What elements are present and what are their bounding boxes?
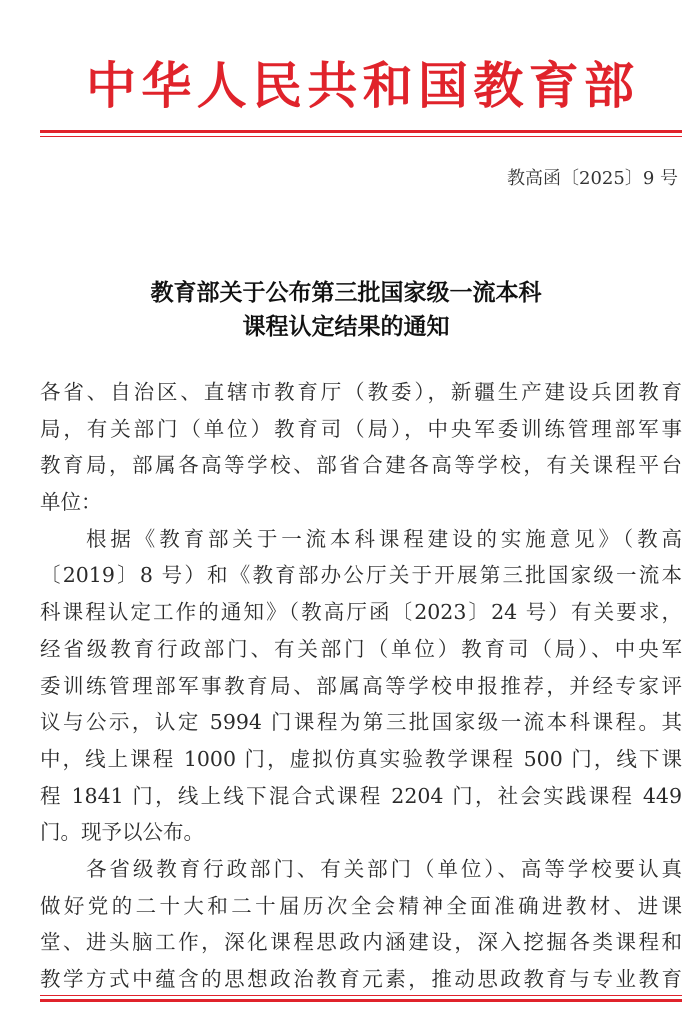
body-line: 教学方式中蕴含的思想政治教育元素，推动思政教育与专业教育 — [40, 967, 682, 991]
body-line: 各省级教育行政部门、有关部门（单位）、高等学校要认真 — [86, 856, 682, 881]
header-divider-thin — [40, 136, 682, 137]
body-line: 议与公示，认定 5994 门课程为第三批国家级一流本科课程。其 — [40, 710, 682, 735]
body-line: 委训练管理部军事教育局、部属高等学校申报推荐，并经专家评 — [40, 673, 682, 698]
footer-divider-thick — [40, 999, 682, 1002]
footer-divider-thin — [40, 995, 682, 996]
document-title-line-1: 教育部关于公布第三批国家级一流本科 — [150, 280, 542, 306]
body-line: 〔2019〕8 号）和《教育部办公厅关于开展第三批国家级一流本 — [40, 563, 682, 588]
body-line: 中，线上课程 1000 门，虚拟仿真实验教学课程 500 门，线下课 — [40, 746, 682, 771]
body-line: 程 1841 门，线上线下混合式课程 2204 门，社会实践课程 449 — [40, 783, 682, 808]
body-line: 局，有关部门（单位）教育司（局），中央军委训练管理部军事 — [40, 416, 682, 441]
body-line: 科课程认定工作的通知》（教高厅函〔2023〕24 号）有关要求， — [40, 600, 682, 625]
body-line: 做好党的二十大和二十届历次全会精神全面准确进教材、进课 — [40, 893, 682, 918]
document-body — [40, 374, 682, 998]
issuer-title: 中华人民共和国教育部 — [86, 56, 634, 115]
body-line: 门。现予以公布。 — [40, 820, 204, 845]
body-line: 各省、自治区、直辖市教育厅（教委），新疆生产建设兵团教育 — [40, 380, 682, 404]
header-divider-thick — [40, 130, 682, 133]
document-title-line-2: 课程认定结果的通知 — [242, 314, 450, 340]
document-number: 教高函〔2025〕9 号 — [507, 168, 678, 189]
body-line: 经省级教育行政部门、有关部门（单位）教育司（局）、中央军 — [40, 636, 682, 661]
body-line: 教育局，部属各高等学校、部省合建各高等学校，有关课程平台 — [40, 453, 682, 478]
body-line: 根据《教育部关于一流本科课程建设的实施意见》（教高 — [86, 526, 682, 551]
body-line: 单位： — [40, 490, 102, 515]
body-line: 堂、进头脑工作，深化课程思政内涵建设，深入挖掘各类课程和 — [40, 930, 682, 955]
